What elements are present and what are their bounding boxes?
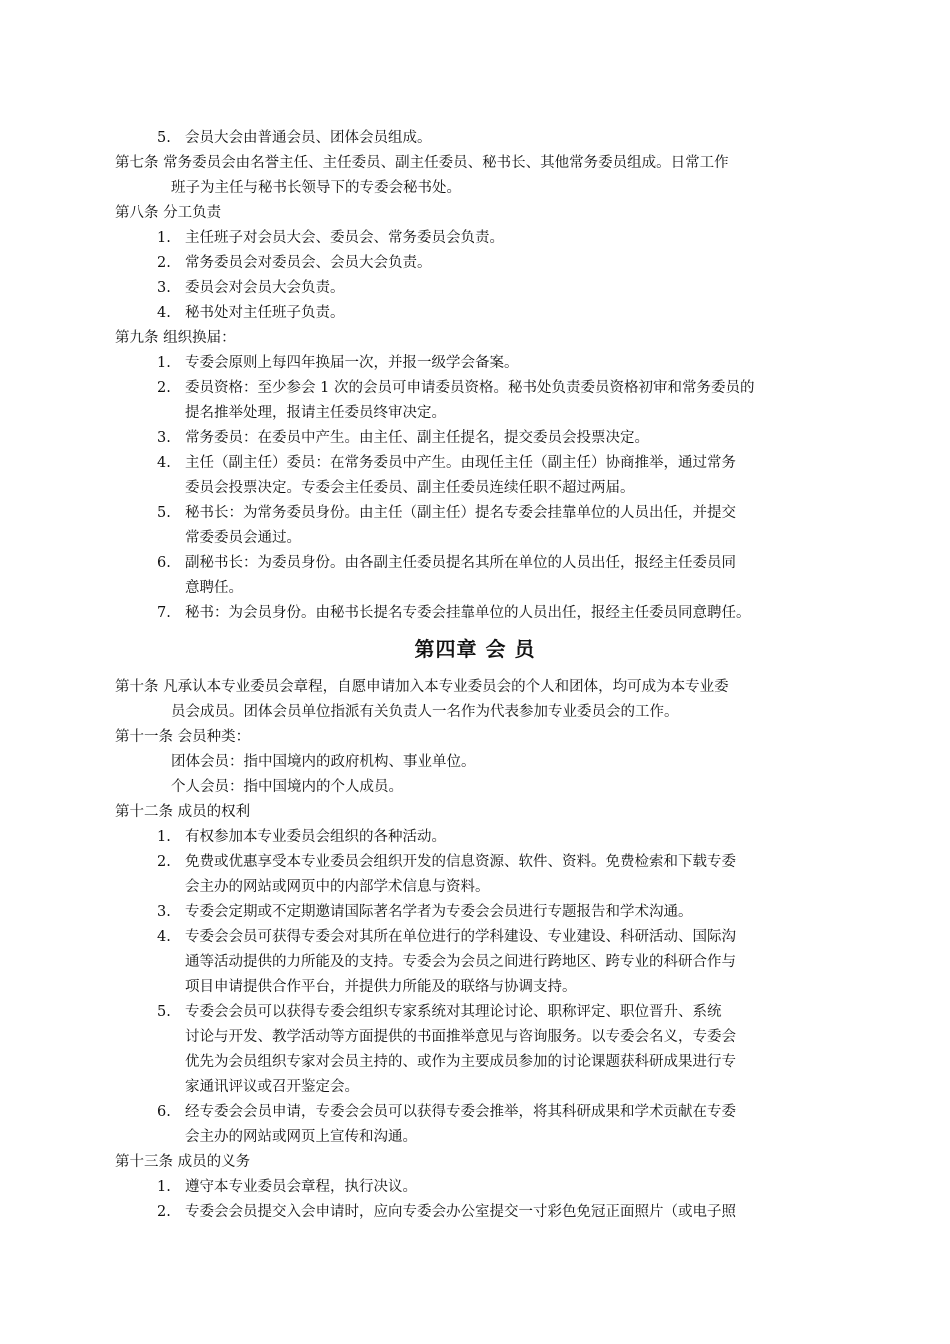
article-7-text: 第七条 常务委员会由名誉主任、主任委员、副主任委员、秘书长、其他常务委员组成。日常工作 [115, 155, 729, 171]
list-item-text: 免费或优惠享受本专业委员会组织开发的信息资源、软件、资料。免费检索和下载专委 [185, 854, 736, 870]
list-number: 2. [157, 1204, 171, 1220]
list-item-text: 秘书：为会员身份。由秘书长提名专委会挂靠单位的人员出任，报经主任委员同意聘任。 [185, 605, 751, 621]
list-item-text: 委员资格：至少参会 1 次的会员可申请委员资格。秘书处负责委员资格初审和常务委员的 [185, 380, 755, 396]
list-item-text: 有权参加本专业委员会组织的各种活动。 [185, 829, 446, 845]
article-11-heading: 第十一条 会员种类： [115, 729, 251, 745]
article-12-heading: 第十二条 成员的权利 [115, 804, 251, 820]
list-item-text: 秘书处对主任班子负责。 [185, 305, 345, 321]
list-item-text: 专委会会员提交入会申请时，应向专委会办公室提交一寸彩色免冠正面照片（或电子照 [185, 1204, 736, 1220]
list-number: 3. [157, 430, 171, 446]
list-number: 2. [157, 255, 171, 271]
list-number: 4. [157, 929, 171, 945]
list-number: 1. [157, 1179, 171, 1195]
list-number: 6. [157, 555, 171, 571]
list-number: 1. [157, 230, 171, 246]
list-item-text: 秘书长：为常务委员身份。由主任（副主任）提名专委会挂靠单位的人员出任，并提交 [185, 505, 736, 521]
list-number: 4. [157, 305, 171, 321]
list-item-text: 主任（副主任）委员：在常务委员中产生。由现任主任（副主任）协商推举，通过常务 [185, 455, 736, 471]
list-item-continuation: 优先为会员组织专家对会员主持的、或作为主要成员参加的讨论课题获科研成果进行专 [185, 1054, 736, 1070]
list-number: 5. [157, 130, 171, 146]
list-number: 4. [157, 455, 171, 471]
list-item-text: 专委会原则上每四年换届一次，并报一级学会备案。 [185, 355, 519, 371]
list-item-continuation: 通等活动提供的力所能及的支持。专委会为会员之间进行跨地区、跨专业的科研合作与 [185, 954, 736, 970]
list-item-text: 专委会会员可获得专委会对其所在单位进行的学科建设、专业建设、科研活动、国际沟 [185, 929, 736, 945]
member-type-group: 团体会员：指中国境内的政府机构、事业单位。 [171, 754, 476, 770]
list-item-text: 会员大会由普通会员、团体会员组成。 [185, 130, 432, 146]
list-item-continuation: 家通讯评议或召开鉴定会。 [185, 1079, 359, 1095]
article-10-continuation: 员会成员。团体会员单位指派有关负责人一名作为代表参加专业委员会的工作。 [171, 704, 679, 720]
list-item-continuation: 意聘任。 [185, 580, 243, 596]
list-number: 1. [157, 355, 171, 371]
member-type-individual: 个人会员：指中国境内的个人成员。 [171, 779, 403, 795]
list-number: 7. [157, 605, 171, 621]
list-item-text: 副秘书长：为委员身份。由各副主任委员提名其所在单位的人员出任，报经主任委员同 [185, 555, 736, 571]
list-item-continuation: 项目申请提供合作平台，并提供力所能及的联络与协调支持。 [185, 979, 577, 995]
list-item-text: 主任班子对会员大会、委员会、常务委员会负责。 [185, 230, 504, 246]
list-item-text: 常务委员：在委员中产生。由主任、副主任提名，提交委员会投票决定。 [185, 430, 649, 446]
list-item-continuation: 会主办的网站或网页上宣传和沟通。 [185, 1129, 417, 1145]
list-item-continuation: 常委委员会通过。 [185, 530, 301, 546]
chapter-heading: 第四章 会 员 [414, 637, 536, 661]
article-9-heading: 第九条 组织换届： [115, 330, 236, 346]
article-13-heading: 第十三条 成员的义务 [115, 1154, 251, 1170]
article-7-continuation: 班子为主任与秘书长领导下的专委会秘书处。 [171, 180, 461, 196]
list-number: 6. [157, 1104, 171, 1120]
list-item-text: 经专委会会员申请，专委会会员可以获得专委会推举，将其科研成果和学术贡献在专委 [185, 1104, 736, 1120]
list-number: 2. [157, 380, 171, 396]
list-number: 3. [157, 280, 171, 296]
list-item-continuation: 委员会投票决定。专委会主任委员、副主任委员连续任职不超过两届。 [185, 480, 635, 496]
list-item-text: 委员会对会员大会负责。 [185, 280, 345, 296]
list-item-text: 专委会会员可以获得专委会组织专家系统对其理论讨论、职称评定、职位晋升、系统 [185, 1004, 722, 1020]
list-item-continuation: 讨论与开发、教学活动等方面提供的书面推举意见与咨询服务。以专委会名义，专委会 [185, 1029, 736, 1045]
article-8-heading: 第八条 分工负责 [115, 205, 222, 221]
list-number: 1. [157, 829, 171, 845]
list-item-text: 遵守本专业委员会章程，执行决议。 [185, 1179, 417, 1195]
list-item-text: 专委会定期或不定期邀请国际著名学者为专委会会员进行专题报告和学术沟通。 [185, 904, 693, 920]
list-number: 5. [157, 505, 171, 521]
list-number: 5. [157, 1004, 171, 1020]
list-item-continuation: 提名推举处理，报请主任委员终审决定。 [185, 405, 446, 421]
list-number: 2. [157, 854, 171, 870]
article-10-text: 第十条 凡承认本专业委员会章程，自愿申请加入本专业委员会的个人和团体，均可成为本专业委 [115, 679, 729, 695]
list-number: 3. [157, 904, 171, 920]
list-item-continuation: 会主办的网站或网页中的内部学术信息与资料。 [185, 879, 490, 895]
list-item-text: 常务委员会对委员会、会员大会负责。 [185, 255, 432, 271]
